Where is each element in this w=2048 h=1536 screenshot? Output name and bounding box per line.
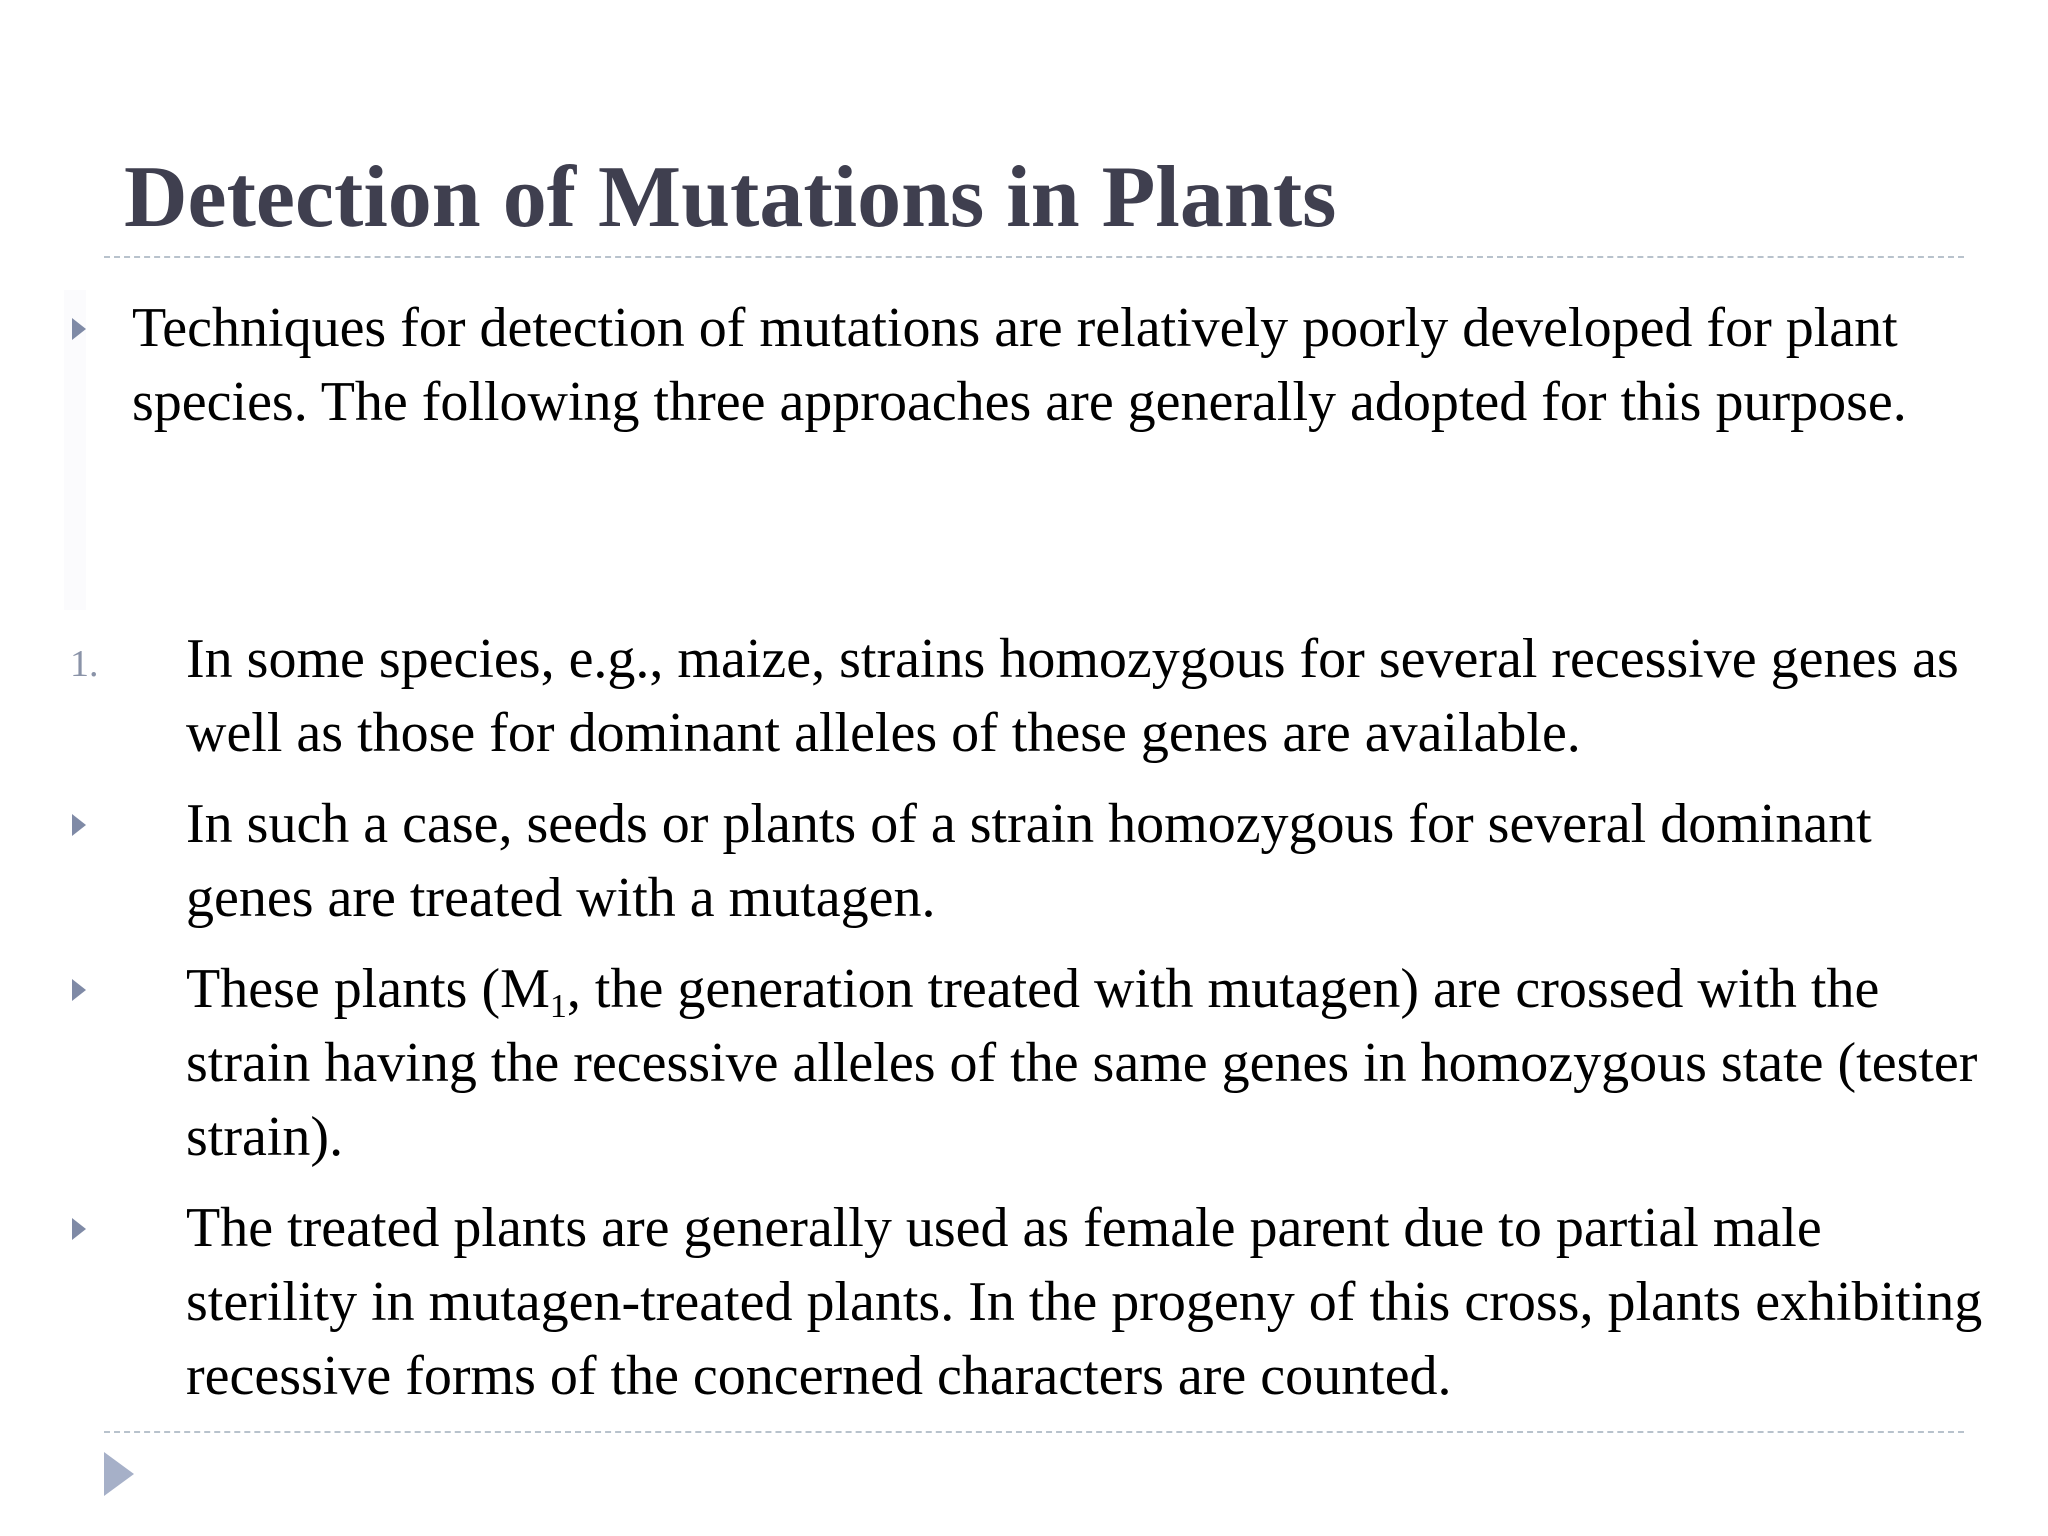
triangle-bullet-icon (72, 1218, 86, 1240)
triangle-bullet-icon (72, 814, 86, 836)
triangle-bullet-icon (72, 318, 86, 340)
next-slide-icon[interactable] (104, 1452, 134, 1496)
bullet-text-part: These plants (M (186, 958, 550, 1020)
list-number: 1. (70, 643, 99, 685)
slide-title: Detection of Mutations in Plants (124, 149, 1337, 246)
footer-divider (104, 1431, 1964, 1433)
subscript: 1 (549, 988, 567, 1025)
bullet-text: In such a case, seeds or plants of a strain homozygous for several dominant genes are treated with a mutagen. (186, 793, 1872, 929)
numbered-item-text: In some species, e.g., maize, strains homozygous for several recessive genes as well as those for dominant alleles of these genes are available. (186, 628, 1959, 764)
bullet-text (186, 952, 1986, 1174)
title-divider (104, 256, 1964, 258)
intro-paragraph: Techniques for detection of mutations are relatively poorly developed for plant species. The following three approaches are generally adopted for this purpose. (132, 297, 1907, 433)
bullet-text: The treated plants are generally used as female parent due to partial male sterility in mutagen-treated plants. In the progeny of this cross, plants exhibiting recessive forms of the concerned characters are counted. (186, 1197, 1983, 1407)
triangle-bullet-icon (72, 979, 86, 1001)
bullet-text-part: , the generation treated with mutagen) are crossed with the strain having the recessive alleles of the same genes in homozygous state (tester strain). (186, 958, 1978, 1168)
